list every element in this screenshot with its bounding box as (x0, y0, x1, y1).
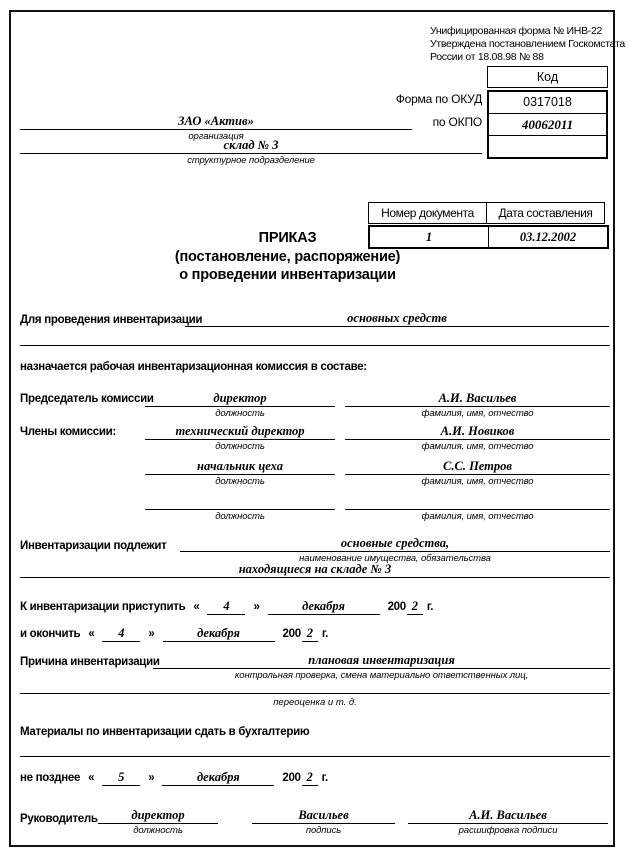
end-label: и окончить (20, 628, 81, 640)
name-value: А.И. Новиков (345, 423, 610, 440)
commission-name-field (345, 458, 610, 487)
century-text: 200 (387, 601, 406, 613)
position-caption: должность (215, 476, 265, 487)
purpose-field (185, 310, 609, 327)
position-caption: должность (215, 511, 265, 522)
title-line-3: о проведении инвентаризации (179, 267, 396, 283)
blank-rule (20, 345, 610, 346)
year-suffix: г. (426, 601, 434, 613)
century-text: 200 (282, 772, 301, 784)
leader-position-caption: должность (133, 825, 183, 836)
start-day-field: 4 (207, 598, 245, 615)
leader-signature-caption: подпись (305, 825, 342, 836)
subject-label: Инвентаризации подлежит (20, 540, 167, 552)
department-field (20, 137, 482, 166)
subject-value-line2: находящиеся на складе № 3 (20, 561, 610, 578)
purpose-value: основных средств (185, 310, 609, 327)
leader-name-caption: расшифровка подписи (458, 825, 558, 836)
end-date-row (20, 625, 336, 642)
name-caption: фамилия, имя, отчество (421, 476, 534, 487)
deadline-label: не позднее (20, 772, 81, 784)
year-suffix: г. (321, 628, 329, 640)
doc-number-header: Номер документа (368, 202, 487, 224)
okud-value: 0317018 (523, 95, 572, 109)
year-suffix: г. (321, 772, 328, 784)
approval-line: Унифицированная форма № ИНВ-22 (430, 25, 603, 37)
title-line-2: (постановление, распоряжение) (174, 248, 401, 265)
name-value: А.И. Васильев (345, 390, 610, 407)
okud-label: Форма по ОКУД (395, 92, 482, 106)
end-year-field: 2 (302, 625, 318, 642)
department-caption: структурное подразделение (187, 155, 315, 166)
commission-name-field (345, 493, 610, 522)
commission-intro: назначается рабочая инвентаризационная комиссия в составе: (20, 361, 367, 373)
subject-caption: наименование имущества, обязательства (299, 553, 491, 564)
name-caption: фамилия, имя, отчество (421, 441, 534, 452)
commission-position-field (145, 493, 335, 522)
doc-table-header-row (368, 202, 609, 224)
commission-role-label: Члены комиссии: (20, 426, 116, 438)
century-text: 200 (282, 628, 301, 640)
title-line-1: ПРИКАЗ (258, 230, 317, 246)
code-values-box (487, 90, 608, 159)
commission-position-field (145, 390, 335, 419)
quote-close: » (148, 772, 155, 784)
code-header: Код (487, 66, 608, 88)
deadline-row (20, 769, 336, 786)
start-month-field: декабря (268, 598, 380, 615)
reason-field (153, 652, 610, 681)
code-empty-cell (489, 135, 606, 157)
position-value: директор (145, 390, 335, 407)
purpose-label: Для проведения инвентаризации (20, 314, 203, 326)
position-value: технический директор (145, 423, 335, 440)
quote-close: » (253, 601, 260, 613)
quote-open: « (88, 772, 95, 784)
leader-signature-value: Васильев (252, 807, 395, 824)
start-date-row (20, 598, 441, 615)
name-value (345, 493, 610, 510)
start-year-field: 2 (407, 598, 423, 615)
commission-position-field (145, 458, 335, 487)
quote-open: « (193, 601, 200, 613)
position-value: начальник цеха (145, 458, 335, 475)
blank-rule (20, 693, 610, 694)
okpo-label: по ОКПО (432, 115, 482, 129)
leader-name-value: А.И. Васильев (408, 807, 608, 824)
name-caption: фамилия, имя, отчество (421, 408, 534, 419)
quote-open: « (88, 628, 95, 640)
materials-label: Материалы по инвентаризации сдать в бухгалтерию (20, 726, 310, 738)
leader-position-field (98, 807, 218, 836)
subject-field-line1 (180, 535, 610, 564)
doc-date-value: 03.12.2002 (488, 227, 607, 247)
quote-close: » (148, 628, 155, 640)
leader-position-value: директор (98, 807, 218, 824)
approval-text (430, 25, 625, 64)
name-caption: фамилия, имя, отчество (421, 511, 534, 522)
reason-hint-2: переоценка и т. д. (273, 697, 357, 708)
approval-line: России от 18.08.98 № 88 (430, 51, 544, 63)
subject-value-line1: основные средства, (180, 535, 610, 552)
order-title (20, 229, 555, 285)
leader-label: Руководитель (20, 813, 98, 825)
name-value: С.С. Петров (345, 458, 610, 475)
leader-name-field (408, 807, 608, 836)
position-caption: должность (215, 408, 265, 419)
code-table (487, 66, 608, 159)
reason-value: плановая инвентаризация (153, 652, 610, 669)
commission-role-label: Председатель комиссии (20, 393, 154, 405)
deadline-day-field: 5 (102, 769, 140, 786)
approval-line: Утверждена постановлением Госкомстата (430, 38, 625, 50)
okpo-value: 40062011 (489, 113, 606, 135)
deadline-month-field: декабря (162, 769, 274, 786)
subject-field-line2 (20, 561, 610, 578)
commission-position-field (145, 423, 335, 452)
commission-name-field (345, 423, 610, 452)
department-name: склад № 3 (20, 137, 482, 154)
reason-hint-1: контрольная проверка, смена материально ответственных лиц, (234, 670, 529, 681)
end-month-field: декабря (163, 625, 275, 642)
end-day-field: 4 (102, 625, 140, 642)
doc-number-value: 1 (425, 230, 433, 244)
blank-rule (20, 756, 610, 757)
organization-name: ЗАО «Актив» (20, 113, 412, 130)
organization-caption: организация (188, 131, 244, 142)
leader-signature-field (252, 807, 395, 836)
start-label: К инвентаризации приступить (20, 601, 186, 613)
deadline-year-field: 2 (302, 769, 318, 786)
position-value (145, 493, 335, 510)
doc-date-header: Дата составления (487, 202, 605, 224)
position-caption: должность (215, 441, 265, 452)
reason-label: Причина инвентаризации (20, 656, 160, 668)
commission-name-field (345, 390, 610, 419)
